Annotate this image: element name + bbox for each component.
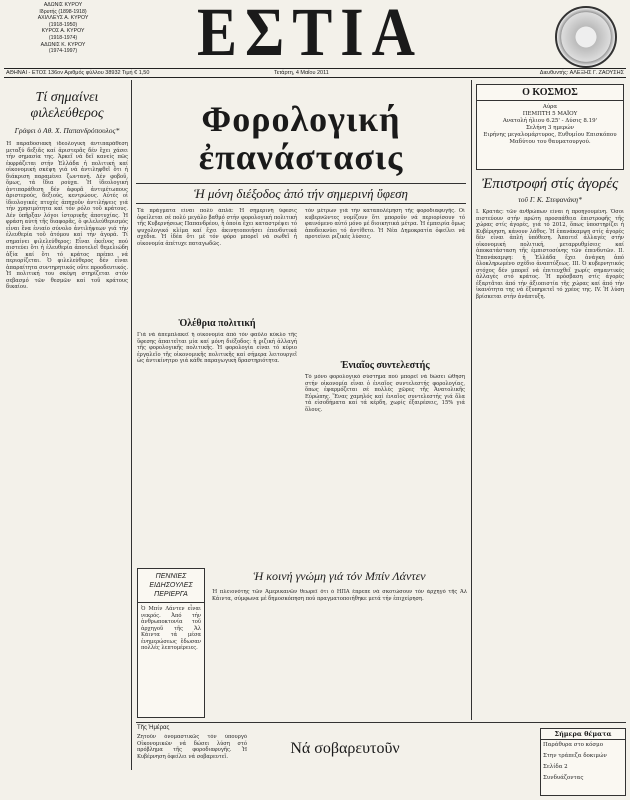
bottom-label: Τῆς Ἡμέρας <box>137 725 170 731</box>
dateline-date: Τετάρτη, 4 Μαΐου 2011 <box>274 70 329 76</box>
right-article <box>476 176 624 716</box>
dateline-editor: Διευθυντής: ΑΛΕΞΗΣ Γ. ΖΑΟΥΣΗΣ <box>539 70 624 76</box>
bottom-headline: Νά σοβαρευτοῦν <box>290 740 400 757</box>
rule <box>136 722 626 723</box>
obit-text: Ἡ πλειονότης τῶν Ἀμερικανῶν θεωρεῖ ὅτι ὁ ΗΠΑ ἔπρεπε νά σκοτώσουν τόν ἀρχηγό τῆς Ἀλ Κάιντα, σύμφωνα μέ δημοσκόπηση πού πραγματοποιήθηκε μετά τήν ἐπιχείρηση. <box>212 589 467 602</box>
main-section2-head: Ἐνιαῖος συντελεστής <box>340 360 430 371</box>
index-title: Σήμερα θέματα <box>541 729 625 740</box>
dateline <box>4 68 626 78</box>
obit-title: Ἡ κοινή γνώμη γιά τόν Μπίν Λάντεν <box>253 569 426 583</box>
main-col1: Τά πράγματα εἶναι πολύ ἁπλά: Ἡ σημερινή ὕφεσις ὀφείλεται σέ πολύ μεγάλο βαθμό στήν φορολογική πολιτική τῆς Κυβερνήσεως Παπανδρέου, ἡ ὁποία ἔχει καταστρέψει τό ψυχολογικό κλίμα καί ἔχει ἀκινητοποιήσει ἐπενδυτικά σχέδια. Ἡ ἰδέα ὅτι μέ τόν φόρο μπορεῖ νά σωθεῖ ἡ οἰκονομία ἀπέτυχε παταγωδῶς. <box>137 208 297 247</box>
side-box-title: ΠΕΝΝΙΕΣ ΕΙΔΗΣΟΥΛΕΣ ΠΕΡΙΕΡΓΑ <box>138 569 204 603</box>
main-headline-block <box>136 100 466 176</box>
main-subtitle: Ἡ μόνη διέξοδος ἀπό τήν σημερινή ὕφεση <box>194 186 408 201</box>
left-article-byline: Γράφει ὁ Αθ. Χ. Παπανδρόπουλος* <box>14 126 120 135</box>
dateline-left: ΑΘΗΝΑΙ - ΕΤΟΣ 136ον Αριθμός φύλλου 38932 Τιμή € 1,50 <box>6 70 150 76</box>
main-col2: τόν μέτρων γιά τήν καταπολέμηση τῆς φοροδιαφυγῆς. Οἱ κυβερνῶντες νομίζουν ὅτι μποροῦν νά περιορίσουν τό φαινόμενο αὐτό μόνο μέ διοικητικά μέτρα. Ἡ ἐμπειρία ὅμως ἀποδεικνύει τό ἀντίθετο. Ἡ Νέα Δημοκρατία ὀφείλει νά προτείνει ριζικές λύσεις. <box>305 208 465 240</box>
side-box-text: Ὁ Μπίν Λάντεν εἶναι νεκρός. Ἀπό τήν ἀνθρωποκτονία τοῦ ἀρχηγοῦ τῆς Ἀλ Κάιντα τά μέσα ἐνημερώσεως ἔδωσαν πολλές λεπτομέρειες. <box>141 606 201 651</box>
newspaper-seal-icon <box>555 6 617 68</box>
left-article <box>6 82 128 772</box>
founders-list: ΑΔΩΝΙΣ ΚΥΡΟΥ Ιδρυτής (1898-1918) ΑΧΙΛΛΕΥΣ Α. ΚΥΡΟΥ (1918-1950) ΚΥΡΟΣ Α. ΚΥΡΟΥ (1918-1974) ΑΔΩΝΙΣ Κ. ΚΥΡΟΥ (1974-1997) <box>37 2 89 55</box>
index-item: Σελίδα 2 <box>543 764 568 770</box>
column-divider <box>471 80 472 720</box>
bottom-left-text: Ζητοῦν ὀνομαστικῶς τόν ὑπουργό Οἰκονομικῶν νά δώσει λύση στό πρόβλημα τῆς φοροδιαφυγῆς. Ἡ Κυβέρνηση ὀφείλει νά σοβαρευτεῖ. <box>137 734 247 760</box>
main-section1-head: Ὁλέθρια πολιτική <box>178 318 256 329</box>
index-item: Στην τράπεζα δοκιμών <box>543 753 607 759</box>
right-article-title: Ἐπιστροφή στίς ἀγορές <box>481 176 619 192</box>
index-box <box>540 728 626 796</box>
weather-text: Αύρα ΠΕΜΠΤΗ 5 ΜΑΪΟΥ Ανατολή ήλιου 6.25' - Δύσις 8.19' Σελήνη 3 ημερών Ειρήνης μεγαλομάρτυρος, Ευθυμίου Επισκόπου Μαδύτου του θαυματουργού. <box>483 104 617 145</box>
index-item: Συνδυάζοντας <box>543 775 584 781</box>
masthead-title: ΕΣΤΙΑ <box>197 0 423 70</box>
rule <box>136 203 466 204</box>
obit-article <box>212 570 467 718</box>
right-article-body: Ι. Κρατάς: τῶν ἀνθρώπων εἶναι ἡ προηγουμένη. Ὅσοι πιστεύουν στήν πρώτη προσπάθεια ἐπιστροφῆς τῆς χώρας στίς ἀγορές, γιά τό 2012, ὅπως ὑποστηρίζει ἡ Κυβέρνηση, κάνουν λάθος. Ἡ ἐπανάκαμψη στίς ἀγορές δέν εἶναι ἁπλή ὑπόθεση. Ἀπαιτεῖ ἀλλαγές στήν οἰκονομική πολιτική, μεταρρυθμίσεις καί ἀποκατάσταση τῆς ἐμπιστοσύνης τῶν ἐπενδυτῶν. ΙΙ. Ἐπανάκαμψη: ἡ Ἑλλάδα ἔχει ἀνάγκη ἀπό ὁλοκληρωμένο σχέδιο ἀναπτύξεως. ΙΙΙ. Ὁ κυβερνητικός στόχος δέν μπορεῖ νά ἐπιτευχθεῖ χωρίς σημαντικές ἀλλαγές στό κράτος. Ἡ πρόσβαση στίς ἀγορές ἐξαρτᾶται ἀπό τήν ἀξιοπιστία τῆς χώρας καί ἀπό τήν ἱκανότητα της νά ἐξυπηρετεῖ τό χρέος της. ΙV. Ἡ λύση βρίσκεται στήν ἀνάπτυξη. <box>476 209 624 300</box>
index-item: Παράθυρα στο κόσμο <box>543 742 604 748</box>
right-article-byline: τοῦ Γ. Κ. Στεφανάκη* <box>518 195 582 204</box>
side-box <box>137 568 205 718</box>
left-article-title: Τί σημαίνει φιλελεύθερος <box>30 90 104 121</box>
main-headline: Φορολογική ἐπανάστασις <box>198 99 404 177</box>
left-article-body: Ἡ παραδοσιακή ἰδεολογική ἀντιπαράθεση μεταξύ δεξιᾶς καί ἀριστερᾶς δέν ἔχει χάσει τήν σημασία της. Ἀρκεῖ νά δεῖ κανείς πῶς ἐκφράζεται στήν Ἑλλάδα ἡ πολιτική καί οἰκονομική σκέψη γιά νά ἀντιληφθεῖ ὅτι ἡ διάκριση παραμένει ζωντανή. Δέν φοβοῦ, ὅμως, τά ἴδια ρούχα. Ἡ ἰδεολογική ἀντιπαράθεση δέν ἀφορᾶ ἀντιμέτωπους ἀριστερούς, δεξιούς, κεντρώους. Αὐτές οἱ ἰδεολογικές πτυχές ἀπηχοῦν ἀντιλήψεις γιά τήν χρησιμότητα καί τόν ρόλο τοῦ κράτους. Δέν ὑπῆρξαν λόγοι ἱστορικῆς ἀποτυχίας. Ἡ φράση αὐτή τῆς διαφορᾶς, ὁ φιλελεύθερισμός εἶναι ἕνα ἑνιαίο σύνολο ἀντιλήψεων γιά τήν ἐλευθερία τοῦ ἀτόμου καί τήν ἀγορά. Τί σημαίνει φιλελεύθερος; Εἶναι ἐκεῖνος πού πιστεύει ὅτι ἡ ἐλευθερία ἀποτελεῖ θεμελιώδη ἀξία καί ὅτι τό κράτος πρέπει νά περιορίζεται. Ὁ φιλελεύθερος δέν εἶναι ἀπαραίτητα συντηρητικός οὔτε προοδευτικός. Ἡ πολιτική του σκέψη στηρίζεται στόν σεβασμό τῶν θεσμῶν καί τοῦ κράτους δικαίου. <box>6 141 128 290</box>
weather-title: Ο ΚΟΣΜΟΣ <box>477 85 623 101</box>
column-divider <box>131 80 132 770</box>
rule <box>136 183 466 184</box>
weather-box <box>476 84 624 170</box>
main-col1b: Γιά νά ἀπεμπλακεῖ ἡ οἰκονομία ἀπό τόν φαῦλο κύκλο τῆς ὕφεσης ἀπαιτεῖται μία καί μόνη διέξοδος: ἡ ριζική ἀλλαγή τῆς φορολογικῆς πολιτικῆς. Ἡ φορολογία εἶναι τό κύριο ἐργαλεῖο τῆς οἰκονομικῆς πολιτικῆς καί σήμερα λειτουργεῖ ὡς ἀντικίνητρο γιά κάθε παραγωγική δραστηριότητα. <box>137 332 297 364</box>
main-col2b: Τό μόνο φορολογικό σύστημα πού μπορεῖ νά δώσει ὤθηση στήν οἰκονομία εἶναι ὁ ἑνιαῖος συντελεστής φορολογίας, ὅπως ἐφαρμόζεται σέ πολλές χῶρες τῆς Ἀνατολικῆς Εὐρώπης. Ἕνας χαμηλός καί ἑνιαῖος συντελεστής γιά ὅλα τά εἰσοδήματα καί τά κέρδη, χωρίς ἐξαιρέσεις, 15% γιά ὅλους. <box>305 374 465 413</box>
